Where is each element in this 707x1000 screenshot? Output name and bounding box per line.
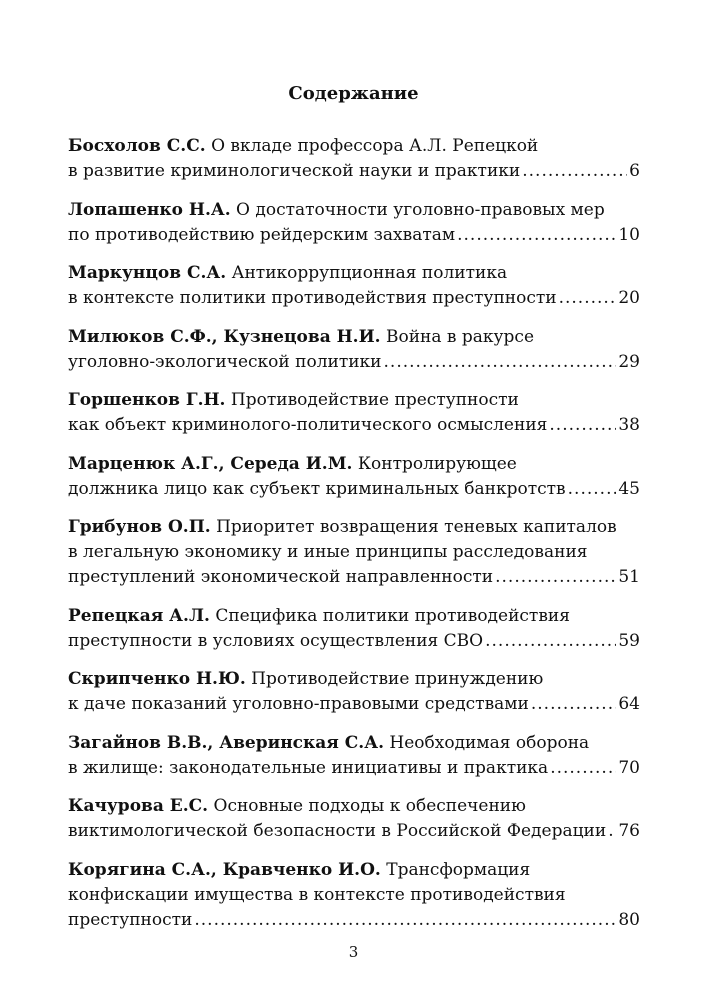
toc-entry-title: О вкладе профессора А.Л. Репецкой bbox=[211, 136, 539, 156]
toc-entry-last-line bbox=[68, 565, 640, 590]
toc-entry-page-number: 20 bbox=[618, 288, 640, 308]
toc-entry[interactable] bbox=[68, 858, 640, 933]
toc-entry-first-line bbox=[68, 604, 640, 629]
toc-entry-authors: Маркунцов С.А. bbox=[68, 263, 227, 283]
toc-entry-title: Война в ракурсе bbox=[386, 326, 535, 347]
dot-leader bbox=[559, 286, 617, 311]
toc-entry-first-line bbox=[68, 858, 640, 883]
toc-entry-first-line bbox=[68, 198, 640, 223]
toc-entry[interactable] bbox=[68, 134, 640, 184]
toc-entry-title: по противодействию рейдерским захватам bbox=[68, 224, 456, 245]
toc-entry[interactable] bbox=[68, 388, 640, 438]
toc-entry-last-line bbox=[68, 756, 640, 781]
toc-entry[interactable] bbox=[68, 794, 640, 844]
toc-entry-title: к даче показаний уголовно-правовыми средствами bbox=[68, 694, 529, 714]
dot-leader bbox=[550, 756, 616, 781]
toc-entry[interactable] bbox=[68, 515, 640, 590]
toc-entry-title: как объект криминолого-политического осмысления bbox=[68, 415, 548, 435]
toc-entry-first-line bbox=[68, 325, 640, 350]
toc-entry-first-line bbox=[68, 731, 640, 756]
toc-entry-authors: Корягина С.А., Кравченко И.О. bbox=[68, 859, 381, 880]
toc-entry-last-line bbox=[68, 286, 640, 311]
toc-entry-first-line bbox=[68, 515, 640, 540]
toc-entry[interactable] bbox=[68, 452, 640, 502]
toc-entry-title-line: в легальную экономику и иные принципы расследования bbox=[68, 542, 588, 562]
page-number: 3 bbox=[348, 943, 359, 961]
toc-entry-title: в развитие криминологической науки и практики bbox=[68, 161, 521, 181]
toc-entry[interactable] bbox=[68, 325, 640, 375]
toc-entry-title: виктимологической безопасности в Российской Федерации bbox=[68, 821, 607, 841]
toc-entry-title: Трансформация bbox=[386, 859, 531, 880]
dot-leader bbox=[485, 629, 616, 654]
toc-entry[interactable] bbox=[68, 198, 640, 248]
dot-leader bbox=[568, 477, 617, 502]
toc-entry-first-line bbox=[68, 667, 640, 692]
dot-leader bbox=[522, 159, 627, 184]
toc-entry-page-number: 59 bbox=[618, 630, 640, 651]
toc-entry[interactable] bbox=[68, 261, 640, 311]
toc-entry-page-number: 64 bbox=[618, 694, 640, 714]
toc-entry-first-line bbox=[68, 134, 640, 159]
toc-entry-title: Антикоррупционная политика bbox=[231, 263, 508, 283]
toc-entry-page-number: 51 bbox=[618, 567, 640, 587]
toc-entry-authors: Качурова Е.С. bbox=[68, 796, 209, 816]
dot-leader bbox=[194, 908, 616, 933]
page-title: Содержание bbox=[288, 83, 419, 104]
toc-entry-title: преступлений экономической направленности bbox=[68, 567, 494, 587]
toc-entry-title: Противодействие принуждению bbox=[251, 669, 544, 689]
toc-entry-first-line bbox=[68, 388, 640, 413]
toc-entry-last-line bbox=[68, 223, 640, 248]
toc-entry-title: Необходимая оборона bbox=[389, 732, 590, 753]
dot-leader bbox=[457, 223, 616, 248]
toc-entry-title-line: конфискации имущества в контексте противодействия bbox=[68, 884, 566, 905]
toc-entry[interactable] bbox=[68, 667, 640, 717]
toc-entry-page-number: 70 bbox=[618, 757, 640, 778]
toc-entry-page-number: 76 bbox=[618, 821, 640, 841]
toc-entry-last-line bbox=[68, 819, 640, 844]
toc-entry-last-line bbox=[68, 629, 640, 654]
toc-entry[interactable] bbox=[68, 604, 640, 654]
toc-entry-title: Приоритет возвращения теневых капиталов bbox=[216, 517, 617, 537]
toc-entry-page-number: 38 bbox=[618, 415, 640, 435]
toc-entry-page-number: 29 bbox=[618, 351, 640, 372]
toc-entry-last-line bbox=[68, 159, 640, 184]
toc-entry-authors: Милюков С.Ф., Кузнецова Н.И. bbox=[68, 326, 381, 347]
toc-entry-first-line bbox=[68, 452, 640, 477]
toc-entry-first-line bbox=[68, 794, 640, 819]
dot-leader bbox=[531, 692, 617, 717]
toc-entry-page-number: 6 bbox=[629, 161, 640, 181]
toc-entry-title: преступности bbox=[68, 909, 193, 930]
table-of-contents bbox=[68, 134, 640, 946]
toc-entry[interactable] bbox=[68, 731, 640, 781]
toc-entry-authors: Скрипченко Н.Ю. bbox=[68, 669, 246, 689]
toc-entry-title: преступности в условиях осуществления СВО bbox=[68, 630, 484, 651]
toc-entry-title: уголовно-экологической политики bbox=[68, 351, 382, 372]
toc-entry-authors: Марценюк А.Г., Середа И.М. bbox=[68, 453, 353, 474]
toc-entry-page-number: 45 bbox=[618, 478, 640, 499]
toc-entry-title: должника лицо как субъект криминальных банкротств bbox=[68, 478, 566, 499]
toc-entry-authors: Босхолов С.С. bbox=[68, 136, 206, 156]
toc-entry-title: О достаточности уголовно-правовых мер bbox=[236, 199, 605, 220]
toc-entry-authors: Грибунов О.П. bbox=[68, 517, 211, 537]
toc-entry-title: Противодействие преступности bbox=[230, 390, 519, 410]
toc-entry-page-number: 10 bbox=[618, 224, 640, 245]
dot-leader bbox=[608, 819, 616, 844]
toc-entry-authors: Загайнов В.В., Аверинская С.А. bbox=[68, 732, 384, 753]
toc-entry-title: в контексте политики противодействия преступности bbox=[68, 288, 557, 308]
toc-entry-page-number: 80 bbox=[618, 909, 640, 930]
toc-entry-title: Основные подходы к обеспечению bbox=[213, 796, 526, 816]
dot-leader bbox=[495, 565, 616, 590]
toc-entry-title: в жилище: законодательные инициативы и практика bbox=[68, 757, 549, 778]
toc-entry-last-line bbox=[68, 908, 640, 933]
dot-leader bbox=[549, 413, 616, 438]
toc-entry-authors: Репецкая А.Л. bbox=[68, 605, 210, 626]
toc-entry-last-line bbox=[68, 350, 640, 375]
toc-entry-first-line bbox=[68, 261, 640, 286]
dot-leader bbox=[384, 350, 617, 375]
toc-entry-last-line bbox=[68, 413, 640, 438]
toc-entry-authors: Лопашенко Н.А. bbox=[68, 199, 231, 220]
toc-entry-last-line bbox=[68, 477, 640, 502]
toc-entry-authors: Горшенков Г.Н. bbox=[68, 390, 226, 410]
toc-entry-last-line bbox=[68, 692, 640, 717]
toc-entry-title: Контролирующее bbox=[357, 453, 517, 474]
toc-entry-title: Специфика политики противодействия bbox=[215, 605, 570, 626]
